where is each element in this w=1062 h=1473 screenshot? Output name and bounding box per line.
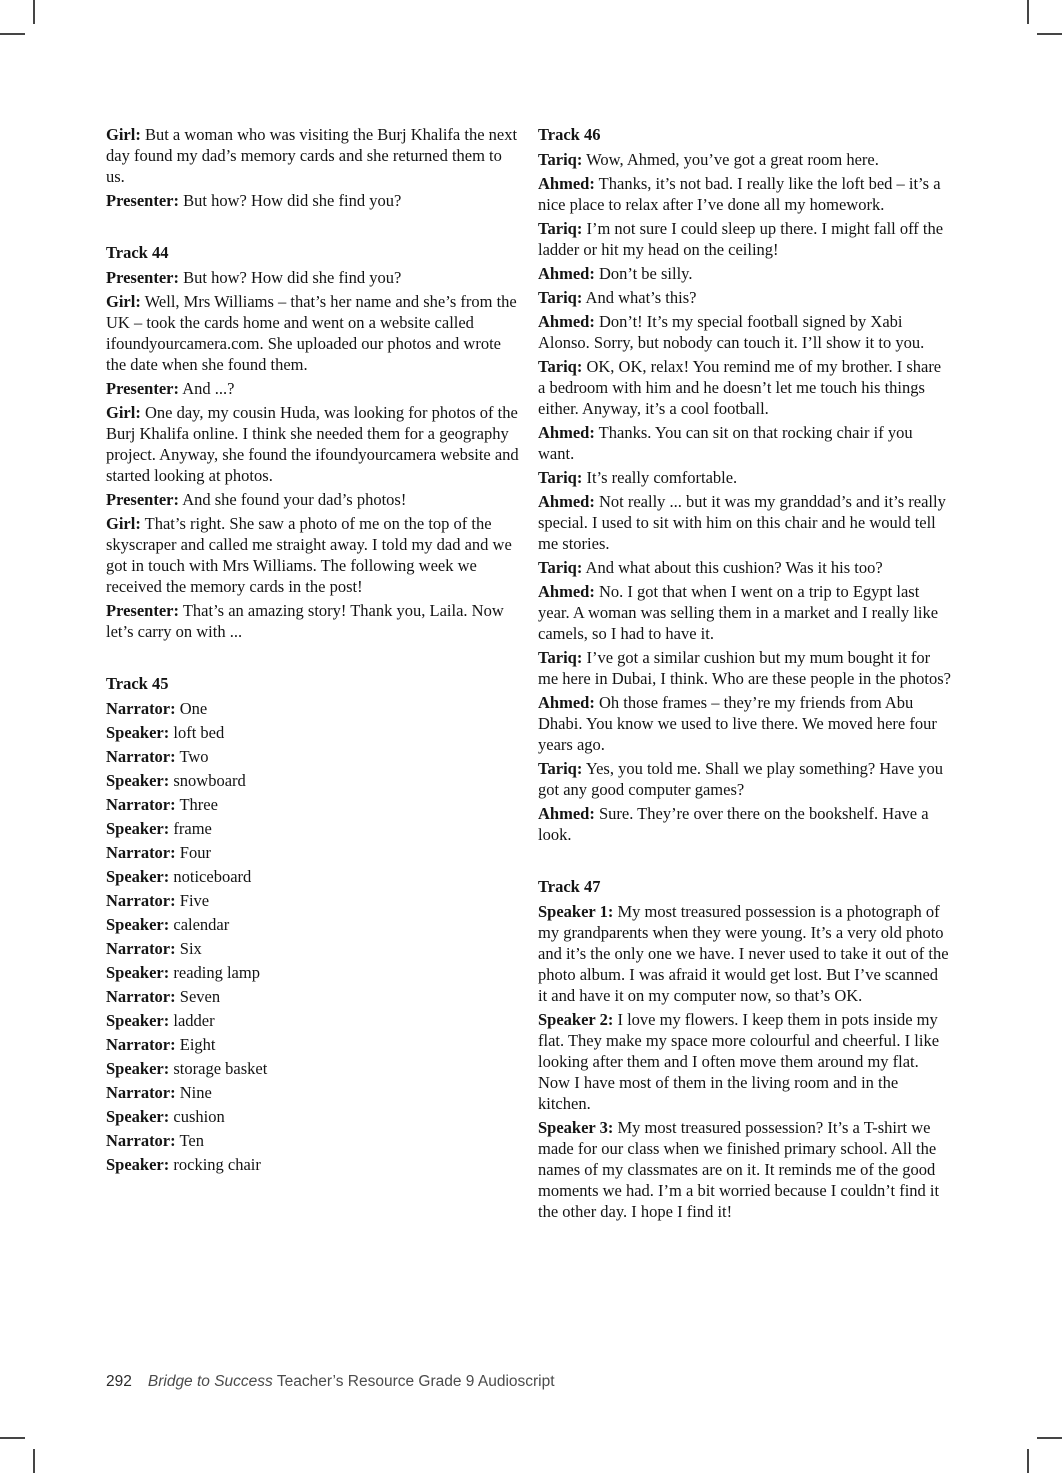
track-heading: Track 44 [106, 243, 169, 262]
dialogue-paragraph: Tariq: And what about this cushion? Was it his too? [538, 558, 883, 577]
speaker-label: Narrator: [106, 747, 176, 766]
dialogue-paragraph: Speaker: loft bed [106, 723, 225, 742]
speaker-label: Tariq: [538, 648, 583, 667]
dialogue-paragraph: Speaker 1: My most treasured possession is a photograph of my grandparents when they were young. It’s a very old photo and it’s the only one we have. I never used to take it out of the photo album. I was afraid it would get lost. But I’ve scanned it and have it on my computer now, so that’s OK. [538, 902, 949, 1005]
speaker-label: Ahmed: [538, 312, 595, 331]
speaker-label: Presenter: [106, 490, 179, 509]
speaker-label: Ahmed: [538, 264, 595, 283]
track-heading: Track 46 [538, 125, 601, 144]
speaker-label: Presenter: [106, 601, 179, 620]
dialogue-paragraph: Ahmed: No. I got that when I went on a trip to Egypt last year. A woman was selling them in a market and I really like camels, so I had to have it. [538, 582, 939, 643]
speaker-label: Speaker: [106, 1059, 170, 1078]
speaker-label: Speaker: [106, 819, 170, 838]
footer-book-title: Bridge to Success [147, 1373, 273, 1390]
dialogue-paragraph: Narrator: Nine [106, 1083, 212, 1102]
speaker-label: Tariq: [538, 558, 583, 577]
right-column [538, 124, 951, 1225]
track-heading: Track 47 [538, 877, 601, 896]
speaker-label: Narrator: [106, 1035, 176, 1054]
dialogue-paragraph: Ahmed: Thanks, it’s not bad. I really like the loft bed – it’s a nice place to relax after I’ve done all my homework. [538, 174, 941, 214]
crop-mark-bottom-right-horizontal [1037, 1437, 1062, 1439]
speaker-label: Ahmed: [538, 492, 595, 511]
crop-mark-bottom-right-vertical [1027, 1449, 1029, 1473]
speaker-label: Speaker: [106, 963, 170, 982]
audioscript-content [106, 124, 951, 1225]
speaker-label: Girl: [106, 125, 141, 144]
dialogue-paragraph: Presenter: But how? How did she find you? [106, 268, 402, 287]
speaker-label: Ahmed: [538, 804, 595, 823]
crop-mark-top-left-horizontal [0, 33, 25, 35]
speaker-label: Tariq: [538, 150, 583, 169]
speaker-label: Speaker: [106, 1155, 170, 1174]
dialogue-paragraph: Ahmed: Don’t be silly. [538, 264, 693, 283]
speaker-label: Ahmed: [538, 423, 595, 442]
dialogue-paragraph: Speaker: rocking chair [106, 1155, 261, 1174]
dialogue-paragraph: Ahmed: Not really ... but it was my granddad’s and it’s really special. I used to sit with him on this chair and he would tell me stories. [538, 492, 946, 553]
speaker-label: Tariq: [538, 468, 583, 487]
speaker-label: Narrator: [106, 1131, 176, 1150]
speaker-label: Narrator: [106, 891, 176, 910]
speaker-label: Narrator: [106, 699, 176, 718]
dialogue-paragraph: Speaker 3: My most treasured possession? It’s a T-shirt we made for our class when we finished primary school. All the names of my classmates are on it. It reminds me of the good moments we had. I’m a bit worried because I couldn’t find it the other day. I hope I find it! [538, 1118, 940, 1221]
dialogue-paragraph: Ahmed: Oh those frames – they’re my friends from Abu Dhabi. You know we used to live there. We moved here four years ago. [538, 693, 937, 754]
dialogue-paragraph: Narrator: Eight [106, 1035, 216, 1054]
dialogue-paragraph: Tariq: OK, OK, relax! You remind me of my brother. I share a bedroom with him and he doesn’t let me touch his things either. Anyway, it’s a cool football. [538, 357, 942, 418]
left-column [106, 124, 519, 1225]
dialogue-paragraph: Ahmed: Don’t! It’s my special football signed by Xabi Alonso. Sorry, but nobody can touch it. I’ll show it to you. [538, 312, 925, 352]
crop-mark-top-right-vertical [1027, 0, 1029, 24]
dialogue-paragraph: Tariq: It’s really comfortable. [538, 468, 738, 487]
dialogue-paragraph: Girl: One day, my cousin Huda, was looking for photos of the Burj Khalifa online. I think she needed them for a geography project. Anyway, she found the ifoundyourcamera website and started looking at photos. [106, 403, 519, 485]
dialogue-paragraph: Speaker: calendar [106, 915, 230, 934]
crop-mark-top-right-horizontal [1037, 33, 1062, 35]
dialogue-paragraph: Ahmed: Thanks. You can sit on that rocking chair if you want. [538, 423, 913, 463]
dialogue-paragraph: Tariq: I’m not sure I could sleep up there. I might fall off the ladder or hit my head on the ceiling! [538, 219, 944, 259]
dialogue-paragraph: Girl: Well, Mrs Williams – that’s her name and she’s from the UK – took the cards home and went on a website called ifoundyourcamera.com. She uploaded our photos and wrote the date when she found them. [106, 292, 517, 374]
dialogue-paragraph: Tariq: Wow, Ahmed, you’ve got a great room here. [538, 150, 879, 169]
speaker-label: Tariq: [538, 357, 583, 376]
speaker-label: Tariq: [538, 219, 583, 238]
track-heading: Track 45 [106, 674, 169, 693]
speaker-label: Speaker 3: [538, 1118, 614, 1137]
dialogue-paragraph: Narrator: One [106, 699, 208, 718]
dialogue-paragraph: Girl: But a woman who was visiting the Burj Khalifa the next day found my dad’s memory cards and she returned them to us. [106, 125, 518, 186]
crop-mark-bottom-left-vertical [33, 1449, 35, 1473]
speaker-label: Narrator: [106, 987, 176, 1006]
speaker-label: Narrator: [106, 1083, 176, 1102]
speaker-label: Narrator: [106, 795, 176, 814]
speaker-label: Speaker: [106, 867, 170, 886]
dialogue-paragraph: Narrator: Seven [106, 987, 221, 1006]
speaker-label: Girl: [106, 403, 141, 422]
dialogue-paragraph: Speaker 2: I love my flowers. I keep them in pots inside my flat. They make my space more colourful and cheerful. I like looking after them and I often move them around my flat. Now I have most of them in the living room and in the kitchen. [538, 1010, 940, 1113]
page-footer [106, 1372, 555, 1392]
speaker-label: Ahmed: [538, 174, 595, 193]
speaker-label: Narrator: [106, 843, 176, 862]
speaker-label: Speaker: [106, 1011, 170, 1030]
dialogue-paragraph: Presenter: And she found your dad’s photos! [106, 490, 407, 509]
dialogue-paragraph: Presenter: That’s an amazing story! Thank you, Laila. Now let’s carry on with ... [106, 601, 504, 641]
dialogue-paragraph: Narrator: Ten [106, 1131, 204, 1150]
dialogue-paragraph: Narrator: Two [106, 747, 209, 766]
page-number: 292 [106, 1373, 132, 1390]
dialogue-paragraph: Narrator: Four [106, 843, 211, 862]
speaker-label: Girl: [106, 514, 141, 533]
speaker-label: Speaker: [106, 771, 170, 790]
speaker-label: Narrator: [106, 939, 176, 958]
dialogue-paragraph: Narrator: Five [106, 891, 210, 910]
dialogue-paragraph: Presenter: And ...? [106, 379, 235, 398]
speaker-label: Girl: [106, 292, 141, 311]
speaker-label: Tariq: [538, 759, 583, 778]
speaker-label: Presenter: [106, 379, 179, 398]
footer-subtitle: Teacher’s Resource Grade 9 Audioscript [276, 1373, 555, 1390]
dialogue-paragraph: Speaker: frame [106, 819, 212, 838]
dialogue-paragraph: Speaker: snowboard [106, 771, 246, 790]
dialogue-paragraph: Speaker: noticeboard [106, 867, 252, 886]
dialogue-paragraph: Presenter: But how? How did she find you? [106, 191, 402, 210]
speaker-label: Speaker 1: [538, 902, 614, 921]
speaker-label: Tariq: [538, 288, 583, 307]
dialogue-paragraph: Speaker: reading lamp [106, 963, 260, 982]
dialogue-paragraph: Speaker: cushion [106, 1107, 225, 1126]
crop-mark-bottom-left-horizontal [0, 1437, 25, 1439]
dialogue-paragraph: Tariq: And what’s this? [538, 288, 697, 307]
dialogue-paragraph: Speaker: storage basket [106, 1059, 268, 1078]
dialogue-paragraph: Narrator: Six [106, 939, 202, 958]
speaker-label: Presenter: [106, 268, 179, 287]
dialogue-paragraph: Girl: That’s right. She saw a photo of me on the top of the skyscraper and called me straight away. I told my dad and we got in touch with Mrs Williams. The following week we received the memory cards in the post! [106, 514, 512, 596]
speaker-label: Speaker 2: [538, 1010, 614, 1029]
speaker-label: Speaker: [106, 915, 170, 934]
speaker-label: Presenter: [106, 191, 179, 210]
dialogue-paragraph: Narrator: Three [106, 795, 218, 814]
dialogue-paragraph: Tariq: Yes, you told me. Shall we play something? Have you got any good computer games? [538, 759, 943, 799]
speaker-label: Ahmed: [538, 693, 595, 712]
dialogue-paragraph: Speaker: ladder [106, 1011, 215, 1030]
speaker-label: Speaker: [106, 1107, 170, 1126]
speaker-label: Ahmed: [538, 582, 595, 601]
dialogue-paragraph: Tariq: I’ve got a similar cushion but my mum bought it for me here in Dubai, I think. Who are these people in the photos? [538, 648, 951, 688]
speaker-label: Speaker: [106, 723, 170, 742]
crop-mark-top-left-vertical [33, 0, 35, 24]
dialogue-paragraph: Ahmed: Sure. They’re over there on the bookshelf. Have a look. [538, 804, 929, 844]
